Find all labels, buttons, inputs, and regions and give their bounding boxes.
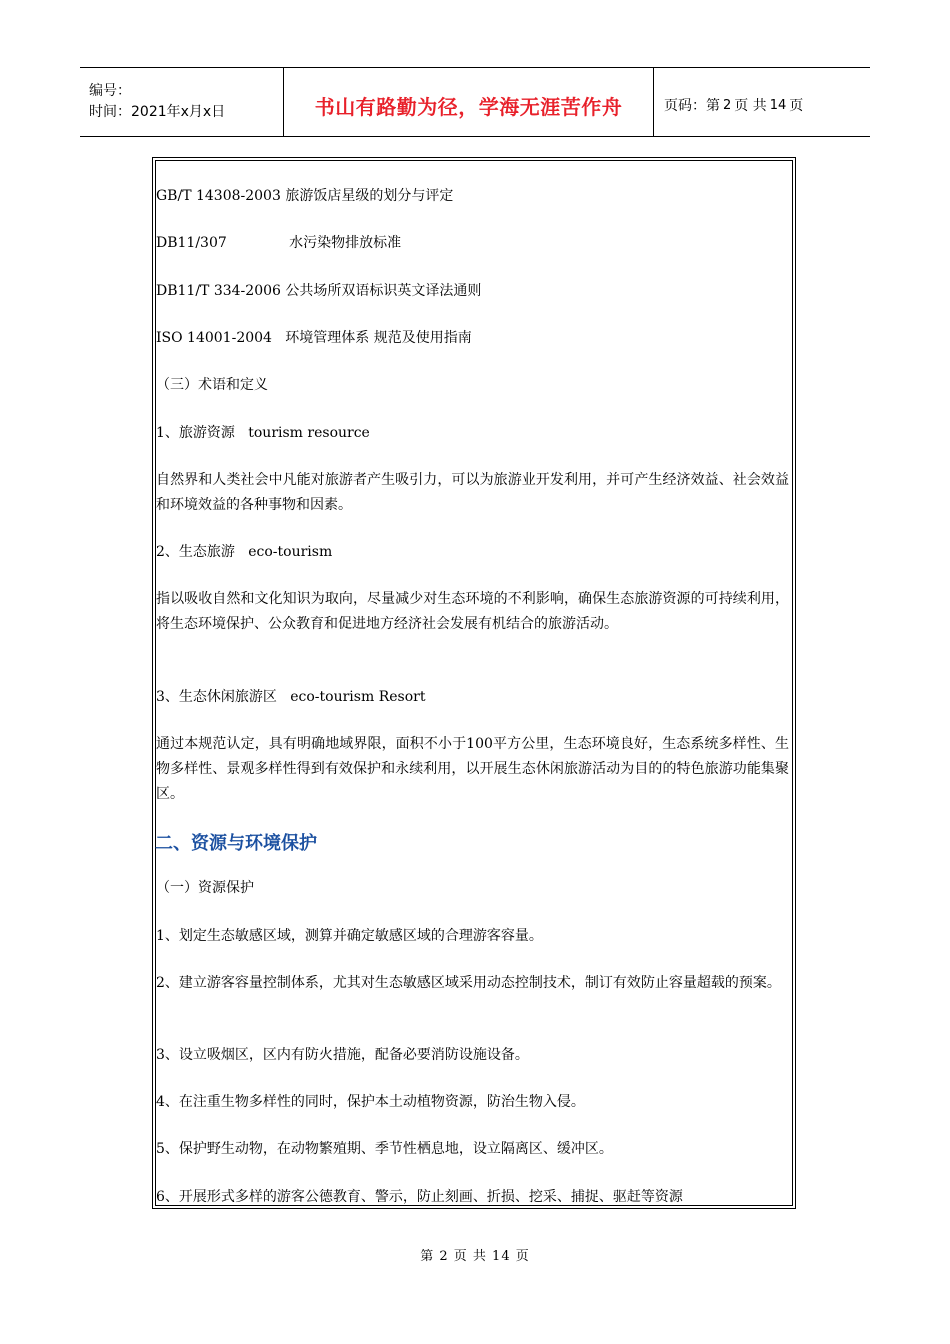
number-label: 编号： (89, 83, 131, 99)
header-page-info (654, 68, 870, 136)
list-item: 1、划定生态敏感区域，测算并确定敏感区域的合理游客容量。 (156, 928, 543, 944)
list-item: 2、建立游客容量控制体系，尤其对生态敏感区域采用动态控制技术，制订有效防止容量超载的预案。 (156, 975, 781, 991)
page-prefix: 页码：第 (664, 98, 720, 114)
term-heading: 2、生态旅游 eco-tourism (156, 544, 333, 560)
page-total: 14 (769, 97, 787, 113)
page-header (80, 67, 870, 137)
list-item: 5、保护野生动物，在动物繁殖期、季节性栖息地，设立隔离区、缓冲区。 (156, 1141, 613, 1157)
standard-line: ISO 14001-2004 环境管理体系 规范及使用指南 (156, 330, 472, 346)
time-label: 时间：2021年x月x日 (89, 104, 226, 120)
term-heading: 1、旅游资源 tourism resource (156, 425, 370, 441)
page-current: 2 (723, 97, 732, 113)
term-definition: 通过本规范认定，具有明确地域界限，面积不小于100平方公里，生态环境良好，生态系统多样性、生物多样性、景观多样性得到有效保护和永续利用，以开展生态休闲旅游活动为目的的特色旅游功能集聚区。 (156, 736, 789, 802)
standard-line: DB11/T 334-2006 公共场所双语标识英文译法通则 (156, 283, 482, 299)
page-footer: 第 2 页 共 14 页 (420, 1249, 530, 1264)
term-definition: 自然界和人类社会中凡能对旅游者产生吸引力，可以为旅游业开发利用，并可产生经济效益、社会效益和环境效益的各种事物和因素。 (156, 472, 789, 513)
list-item: 6、开展形式多样的游客公德教育、警示，防止刻画、折损、挖采、捕捉、驱赶等资源 (156, 1189, 683, 1205)
content-box (152, 157, 796, 1209)
standard-line: DB11/307 水污染物排放标准 (156, 235, 402, 251)
section-title: 二、资源与环境保护 (155, 833, 317, 854)
subsection-heading: （一）资源保护 (156, 880, 254, 896)
term-definition: 指以吸收自然和文化知识为取向，尽量减少对生态环境的不利影响，确保生态旅游资源的可持续利用，将生态环境保护、公众教育和促进地方经济社会发展有机结合的旅游活动。 (156, 591, 789, 632)
page-middle: 页 共 (734, 98, 767, 114)
list-item: 4、在注重生物多样性的同时，保护本土动植物资源，防治生物入侵。 (156, 1094, 585, 1110)
list-item: 3、设立吸烟区，区内有防火措施，配备必要消防设施设备。 (156, 1047, 529, 1063)
term-heading: 3、生态休闲旅游区 eco-tourism Resort (156, 689, 426, 705)
subsection-heading: （三）术语和定义 (156, 377, 268, 393)
page-suffix: 页 (789, 98, 804, 114)
standard-line: GB/T 14308-2003 旅游饭店星级的划分与评定 (156, 188, 454, 204)
header-meta (80, 68, 283, 136)
header-motto: 书山有路勤为径，学海无涯苦作舟 (283, 68, 654, 136)
